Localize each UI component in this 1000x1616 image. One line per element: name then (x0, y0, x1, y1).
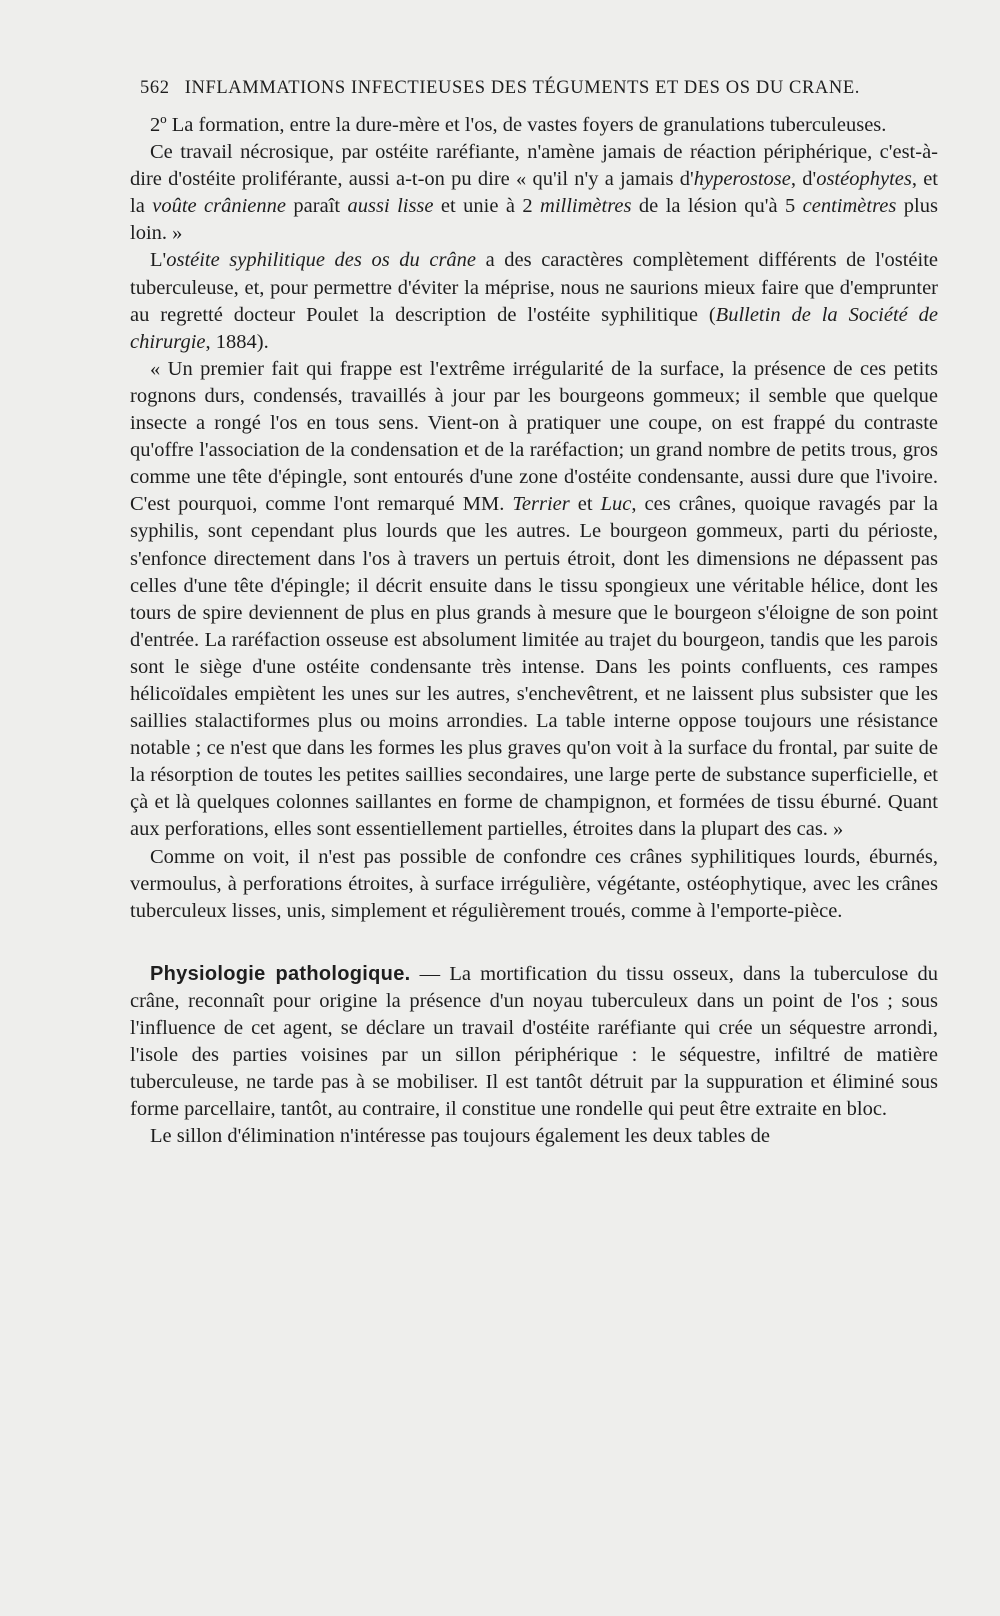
paragraph-elimination: Le sillon d'élimination n'intéresse pas toujours également les deux tables de (150, 1125, 770, 1148)
body-text (130, 112, 938, 1150)
paragraph-poulet-quote: « Un premier fait qui frappe est l'extrême irrégularité de la surface, la présence de ces petits rognons durs, condensés, travaillés à jour par les bourgeons gommeux; il semble que quelque insecte a rongé l'os en tous sens. Vient-on à pratiquer une coupe, on est frappé du contraste qu'offre l'association de la condensation et de la raréfaction; un grand nombre de petits trous, gros comme une tête d'épingle, sont entourés d'une zone d'ostéite condensante, aussi dure que l'ivoire. C'est pourquoi, comme l'ont remarqué MM. Terrier et Luc, ces crânes, quoique ravagés par la syphilis, sont cependant plus lourds que les autres. Le bourgeon gommeux, parti du périoste, s'enfonce directement dans l'os à travers un pertuis étroit, dont les dimensions ne dépassent pas celles d'une tête d'épingle; il décrit ensuite dans le tissu spongieux une véritable hélice, dont les tours de spire deviennent de plus en plus grands à mesure que le bourgeon s'éloigne de son point d'entrée. La raréfaction osseuse est absolument limitée au trajet du bourgeon, tandis que les parois sont le siège d'une ostéite condensante très intense. Dans les points confluents, ces rampes hélicoïdales empiètent les unes sur les autres, s'enchevêtrent, et ne laissent plus subsister que les saillies stalactiformes plus ou moins arrondies. La table interne oppose toujours une résistance notable ; ce n'est que dans les formes les plus graves qu'on voit à la surface du frontal, par suite de la résorption de toutes les petites saillies secondaires, une large perte de substance superficielle, et çà et là quelques colonnes saillantes en forme de champignon, et formées de tissu éburné. Quant aux perforations, elles sont essentiellement partielles, étroites dans la plupart des cas. » (130, 357, 938, 841)
running-title: INFLAMMATIONS INFECTIEUSES DES TÉGUMENTS ET DES OS DU CRANE. (184, 78, 860, 98)
paragraph-physiology: Physiologie pathologique. — La mortification du tissu osseux, dans la tuberculose du crâne, reconnaît pour origine la présence d'un noyau tuberculeux dans un point de l'os ; sous l'influence de cet agent, se déclare un travail d'ostéite raréfiante qui crée un séquestre arrondi, l'isole des parties voisines par un sillon périphérique : le séquestre, infiltré de matière tuberculeuse, ne tarde pas à se mobiliser. Il est tantôt détruit par la suppuration et éliminé sous forme parcellaire, tantôt, au contraire, il constitue une rondelle qui peut être extraite en bloc. (130, 962, 938, 1121)
paragraph-granulations: 2º La formation, entre la dure-mère et l'os, de vastes foyers de granulations tuberculeuses. (150, 114, 887, 136)
running-head (140, 78, 940, 99)
page-number: 562 (140, 78, 170, 98)
paragraph-comparison: Comme on voit, il n'est pas possible de confondre ces crânes syphilitiques lourds, éburnés, vermoulus, à perforations étroites, à surface irrégulière, végétante, ostéophytique, avec les crânes tuberculeux lisses, unis, simplement et régulièrement troués, comme à l'emporte-pièce. (130, 845, 938, 922)
paragraph-necrosis: Ce travail nécrosique, par ostéite raréfiante, n'amène jamais de réaction périphérique, c'est-à-dire d'ostéite proliférante, aussi a-t-on pu dire « qu'il n'y a jamais d'hyperostose, d'ostéophytes, et la voûte crânienne paraît aussi lisse et unie à 2 millimètres de la lésion qu'à 5 centimètres plus loin. » (130, 141, 939, 245)
section-heading: Physiologie pathologique. (150, 962, 411, 985)
paragraph-syphilitic-osteitis: L'ostéite syphilitique des os du crâne a des caractères complètement différents de l'ostéite tuberculeuse, et, pour permettre d'éviter la méprise, nous ne saurions mieux faire que d'emprunter au regretté docteur Poulet la description de l'ostéite syphilitique (Bulletin de la Société de chirurgie, 1884). (130, 249, 939, 353)
